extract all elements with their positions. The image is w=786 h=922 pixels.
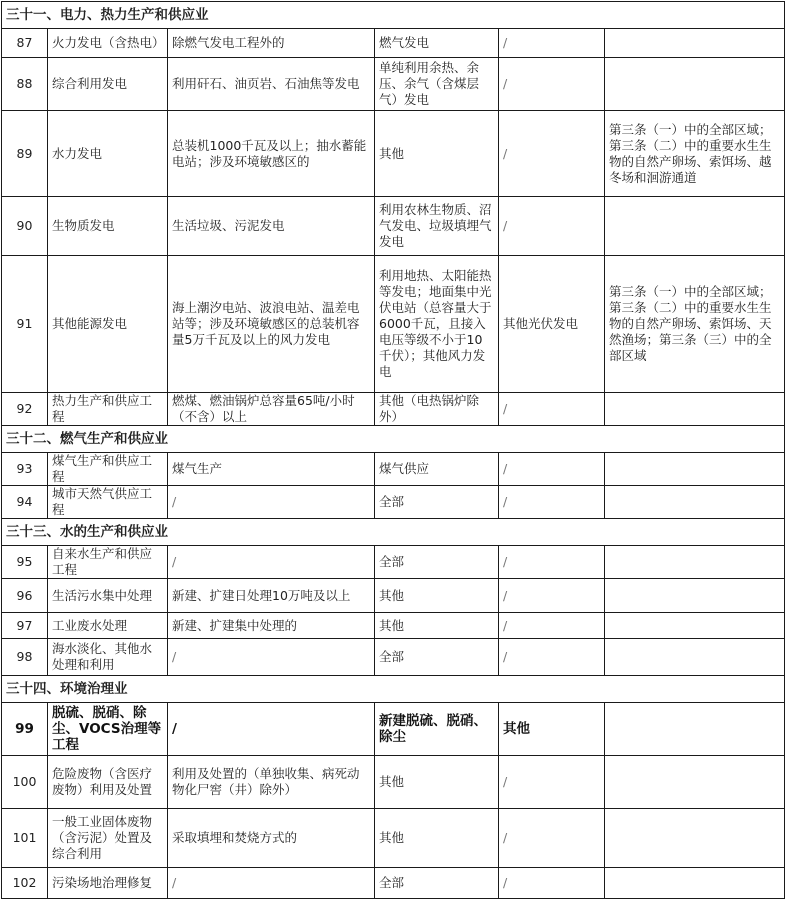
table-requirement-cell: 利用地热、太阳能热等发电；地面集中光伏电站（总容量大于6000千瓦，且接入电压等级不小于10千伏）；其他风力发电 [375,256,499,393]
item-number-cell: 90 [2,197,48,256]
report-requirement-cell: / [168,868,375,899]
register-requirement-cell: / [499,868,605,899]
report-requirement-cell: / [168,546,375,579]
item-number-cell: 88 [2,58,48,111]
sensitive-zone-cell: 第三条（一）中的全部区域；第三条（二）中的重要水生生物的自然产卵场、索饵场、越冬场和洄游通道 [605,111,785,197]
item-name-cell: 火力发电（含热电） [48,29,168,58]
table-row [2,453,785,486]
report-requirement-cell: / [168,703,375,756]
item-number-cell: 87 [2,29,48,58]
report-requirement-cell: 总装机1000千瓦及以上；抽水蓄能电站；涉及环境敏感区的 [168,111,375,197]
report-requirement-cell: 海上潮汐电站、波浪电站、温差电站等；涉及环境敏感区的总装机容量5万千瓦及以上的风力发电 [168,256,375,393]
section-header-row [2,519,785,546]
sensitive-zone-cell [605,613,785,639]
sensitive-zone-cell [605,29,785,58]
table-row [2,809,785,868]
item-number-cell: 94 [2,486,48,519]
item-number-cell: 97 [2,613,48,639]
table-row [2,256,785,393]
report-requirement-cell: 除燃气发电工程外的 [168,29,375,58]
item-name-cell: 危险废物（含医疗废物）利用及处置 [48,756,168,809]
sensitive-zone-cell [605,639,785,676]
register-requirement-cell: / [499,111,605,197]
section-header-row [2,676,785,703]
report-requirement-cell: 煤气生产 [168,453,375,486]
section-title: 三十二、燃气生产和供应业 [2,426,785,453]
table-row [2,111,785,197]
register-requirement-cell: / [499,486,605,519]
report-requirement-cell: 采取填埋和焚烧方式的 [168,809,375,868]
table-requirement-cell: 单纯利用余热、余压、余气（含煤层气）发电 [375,58,499,111]
table-requirement-cell: 利用农林生物质、沼气发电、垃圾填埋气发电 [375,197,499,256]
table-row [2,639,785,676]
section-header-row [2,2,785,29]
sensitive-zone-cell [605,58,785,111]
register-requirement-cell: / [499,613,605,639]
report-requirement-cell: 燃煤、燃油锅炉总容量65吨/小时（不含）以上 [168,393,375,426]
table-requirement-cell: 全部 [375,639,499,676]
report-requirement-cell: 利用矸石、油页岩、石油焦等发电 [168,58,375,111]
register-requirement-cell: / [499,809,605,868]
item-name-cell: 城市天然气供应工程 [48,486,168,519]
item-name-cell: 生活污水集中处理 [48,579,168,613]
register-requirement-cell: / [499,393,605,426]
sensitive-zone-cell [605,809,785,868]
report-requirement-cell: 新建、扩建集中处理的 [168,613,375,639]
item-number-cell: 96 [2,579,48,613]
register-requirement-cell: 其他光伏发电 [499,256,605,393]
table-requirement-cell: 全部 [375,868,499,899]
table-row [2,579,785,613]
table-requirement-cell: 其他 [375,613,499,639]
table-row [2,546,785,579]
item-number-cell: 99 [2,703,48,756]
section-title: 三十三、水的生产和供应业 [2,519,785,546]
table-requirement-cell: 其他 [375,809,499,868]
section-title: 三十四、环境治理业 [2,676,785,703]
table-requirement-cell: 其他 [375,111,499,197]
report-requirement-cell: / [168,486,375,519]
register-requirement-cell: / [499,639,605,676]
sensitive-zone-cell [605,579,785,613]
table-row [2,29,785,58]
table-row [2,58,785,111]
item-name-cell: 脱硫、脱硝、除尘、VOCS治理等工程 [48,703,168,756]
sensitive-zone-cell [605,546,785,579]
item-number-cell: 89 [2,111,48,197]
section-title: 三十一、电力、热力生产和供应业 [2,2,785,29]
item-name-cell: 海水淡化、其他水处理和利用 [48,639,168,676]
eia-category-table [1,1,785,899]
sensitive-zone-cell [605,393,785,426]
table-requirement-cell: 全部 [375,546,499,579]
register-requirement-cell: / [499,453,605,486]
register-requirement-cell: / [499,197,605,256]
item-name-cell: 煤气生产和供应工程 [48,453,168,486]
register-requirement-cell: / [499,546,605,579]
item-name-cell: 生物质发电 [48,197,168,256]
table-row [2,486,785,519]
item-name-cell: 自来水生产和供应工程 [48,546,168,579]
sensitive-zone-cell [605,756,785,809]
register-requirement-cell: / [499,579,605,613]
item-name-cell: 一般工业固体废物（含污泥）处置及综合利用 [48,809,168,868]
table-row [2,868,785,899]
sensitive-zone-cell [605,453,785,486]
item-number-cell: 95 [2,546,48,579]
item-number-cell: 98 [2,639,48,676]
table-row [2,613,785,639]
sensitive-zone-cell [605,868,785,899]
register-requirement-cell: / [499,58,605,111]
report-requirement-cell: / [168,639,375,676]
report-requirement-cell: 生活垃圾、污泥发电 [168,197,375,256]
table-row [2,756,785,809]
register-requirement-cell: 其他 [499,703,605,756]
table-requirement-cell: 新建脱硫、脱硝、除尘 [375,703,499,756]
item-name-cell: 污染场地治理修复 [48,868,168,899]
sensitive-zone-cell [605,486,785,519]
table-requirement-cell: 其他 [375,756,499,809]
item-name-cell: 其他能源发电 [48,256,168,393]
table-row [2,197,785,256]
table-requirement-cell: 燃气发电 [375,29,499,58]
item-number-cell: 101 [2,809,48,868]
section-header-row [2,426,785,453]
sensitive-zone-cell [605,703,785,756]
register-requirement-cell: / [499,29,605,58]
table-row [2,703,785,756]
table-row [2,393,785,426]
item-number-cell: 92 [2,393,48,426]
item-number-cell: 93 [2,453,48,486]
table-requirement-cell: 煤气供应 [375,453,499,486]
item-number-cell: 100 [2,756,48,809]
item-number-cell: 102 [2,868,48,899]
item-name-cell: 热力生产和供应工程 [48,393,168,426]
register-requirement-cell: / [499,756,605,809]
report-requirement-cell: 利用及处置的（单独收集、病死动物化尸窖（井）除外） [168,756,375,809]
item-name-cell: 水力发电 [48,111,168,197]
item-name-cell: 综合利用发电 [48,58,168,111]
table-requirement-cell: 其他（电热锅炉除外） [375,393,499,426]
sensitive-zone-cell: 第三条（一）中的全部区域；第三条（二）中的重要水生生物的自然产卵场、索饵场、天然渔场；第三条（三）中的全部区域 [605,256,785,393]
item-number-cell: 91 [2,256,48,393]
item-name-cell: 工业废水处理 [48,613,168,639]
table-body [2,2,785,899]
report-requirement-cell: 新建、扩建日处理10万吨及以上 [168,579,375,613]
table-requirement-cell: 其他 [375,579,499,613]
table-requirement-cell: 全部 [375,486,499,519]
sensitive-zone-cell [605,197,785,256]
